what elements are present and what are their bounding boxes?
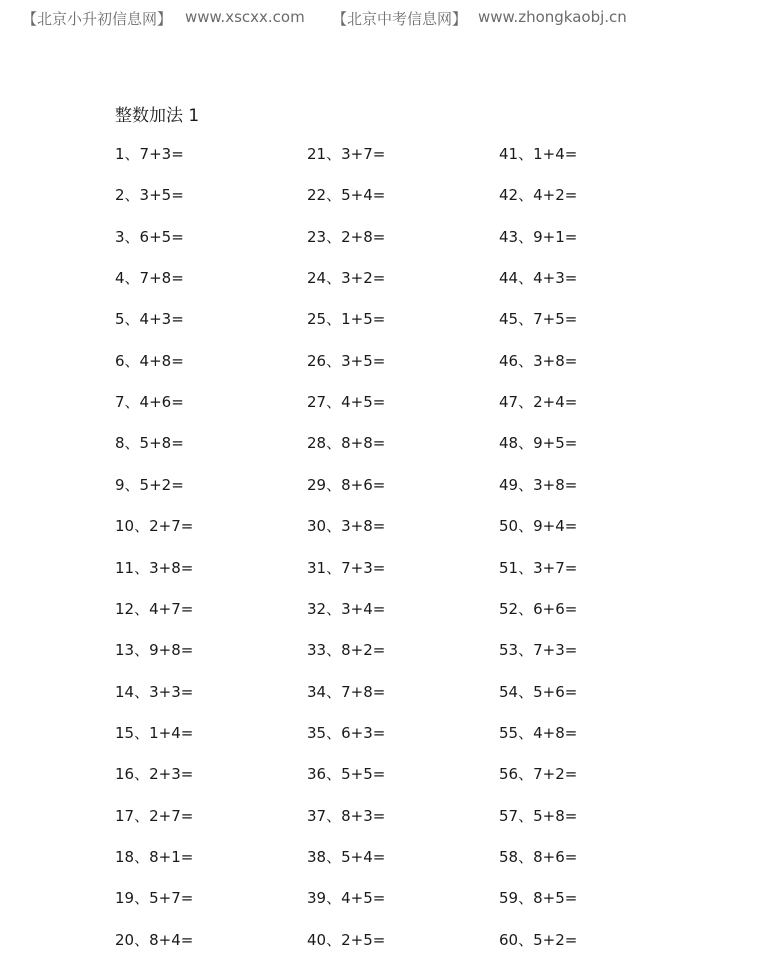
problem-item: 14、3+3= (115, 683, 194, 701)
problem-item: 44、4+3= (499, 269, 578, 287)
problem-item: 6、4+8= (115, 352, 184, 370)
problem-item: 52、6+6= (499, 600, 578, 618)
problem-item: 1、7+3= (115, 145, 184, 163)
problem-item: 19、5+7= (115, 889, 194, 907)
problem-item: 32、3+4= (307, 600, 386, 618)
problem-item: 56、7+2= (499, 765, 578, 783)
problem-item: 11、3+8= (115, 559, 194, 577)
problem-item: 3、6+5= (115, 228, 184, 246)
problem-item: 2、3+5= (115, 186, 184, 204)
problem-item: 25、1+5= (307, 310, 386, 328)
problem-item: 39、4+5= (307, 889, 386, 907)
problem-item: 41、1+4= (499, 145, 578, 163)
problem-item: 12、4+7= (115, 600, 194, 618)
problem-item: 27、4+5= (307, 393, 386, 411)
problem-item: 59、8+5= (499, 889, 578, 907)
problem-item: 8、5+8= (115, 434, 184, 452)
problem-item: 29、8+6= (307, 476, 386, 494)
problem-item: 57、5+8= (499, 807, 578, 825)
header-zk-url[interactable]: www.zhongkaobj.cn (478, 8, 627, 26)
problem-item: 17、2+7= (115, 807, 194, 825)
problem-item: 36、5+5= (307, 765, 386, 783)
problem-item: 37、8+3= (307, 807, 386, 825)
problem-item: 43、9+1= (499, 228, 578, 246)
problem-item: 13、9+8= (115, 641, 194, 659)
problem-item: 51、3+7= (499, 559, 578, 577)
problem-item: 20、8+4= (115, 931, 194, 949)
problem-item: 10、2+7= (115, 517, 194, 535)
header-xsc-name: 【北京小升初信息网】 (22, 10, 173, 28)
problem-item: 60、5+2= (499, 931, 578, 949)
problem-item: 58、8+6= (499, 848, 578, 866)
problem-item: 49、3+8= (499, 476, 578, 494)
problem-item: 45、7+5= (499, 310, 578, 328)
problem-item: 28、8+8= (307, 434, 386, 452)
problem-item: 55、4+8= (499, 724, 578, 742)
problem-item: 53、7+3= (499, 641, 578, 659)
problem-item: 5、4+3= (115, 310, 184, 328)
problem-item: 33、8+2= (307, 641, 386, 659)
problem-item: 16、2+3= (115, 765, 194, 783)
problem-item: 18、8+1= (115, 848, 194, 866)
problem-item: 21、3+7= (307, 145, 386, 163)
problem-item: 26、3+5= (307, 352, 386, 370)
problem-item: 15、1+4= (115, 724, 194, 742)
problem-item: 47、2+4= (499, 393, 578, 411)
problem-item: 54、5+6= (499, 683, 578, 701)
problem-item: 24、3+2= (307, 269, 386, 287)
problem-item: 31、7+3= (307, 559, 386, 577)
problem-item: 40、2+5= (307, 931, 386, 949)
problem-item: 30、3+8= (307, 517, 386, 535)
header-xsc-url[interactable]: www.xscxx.com (185, 8, 305, 26)
problem-item: 22、5+4= (307, 186, 386, 204)
problem-item: 34、7+8= (307, 683, 386, 701)
header-zk-name: 【北京中考信息网】 (332, 10, 468, 28)
problem-item: 7、4+6= (115, 393, 184, 411)
problem-item: 46、3+8= (499, 352, 578, 370)
problem-item: 35、6+3= (307, 724, 386, 742)
problem-item: 48、9+5= (499, 434, 578, 452)
problem-item: 38、5+4= (307, 848, 386, 866)
problem-item: 50、9+4= (499, 517, 578, 535)
worksheet-title: 整数加法 1 (115, 106, 200, 126)
problem-item: 4、7+8= (115, 269, 184, 287)
problem-item: 9、5+2= (115, 476, 184, 494)
problem-item: 42、4+2= (499, 186, 578, 204)
problem-item: 23、2+8= (307, 228, 386, 246)
